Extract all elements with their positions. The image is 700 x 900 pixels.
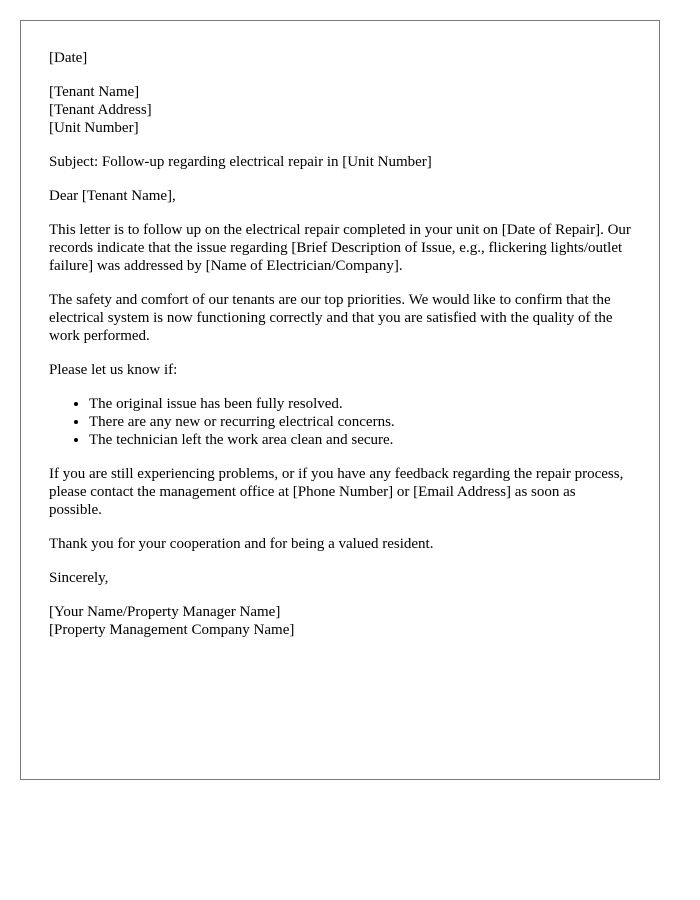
letter-signoff: Sincerely, [49,570,109,586]
recipient-block [49,83,631,137]
signature-company: [Property Management Company Name] [49,622,295,638]
body-paragraph: Thank you for your cooperation and for being a valued resident. [49,536,434,552]
letter-date: [Date] [49,50,88,66]
recipient-name: [Tenant Name] [49,84,140,100]
body-paragraph: The safety and comfort of our tenants are our top priorities. We would like to confirm that the electrical system is now functioning correctly and that you are satisfied with the quality of the work performed. [49,292,613,344]
letter-document [20,20,660,780]
body-paragraph: This letter is to follow up on the electrical repair completed in your unit on [Date of Repair]. Our records indicate that the issue regarding [Brief Description of Issue, e.g., flickering lights/outlet failure] was addressed by [Name of Electrician/Company]. [49,222,631,274]
signature-block [49,603,631,639]
signature-name: [Your Name/Property Manager Name] [49,604,281,620]
checklist-item: • There are any new or recurring electrical concerns. [89,413,631,431]
checklist-item: • The original issue has been fully resolved. [89,395,631,413]
recipient-unit: [Unit Number] [49,120,139,136]
recipient-address: [Tenant Address] [49,102,152,118]
letter-salutation: Dear [Tenant Name], [49,188,176,204]
letter-subject: Subject: Follow-up regarding electrical repair in [Unit Number] [49,154,432,170]
checklist [49,395,631,449]
body-paragraph: If you are still experiencing problems, or if you have any feedback regarding the repair process, please contact the management office at [Phone Number] or [Email Address] as soon as possible. [49,466,624,518]
checklist-item: • The technician left the work area clean and secure. [89,431,631,449]
body-paragraph: Please let us know if: [49,362,178,378]
